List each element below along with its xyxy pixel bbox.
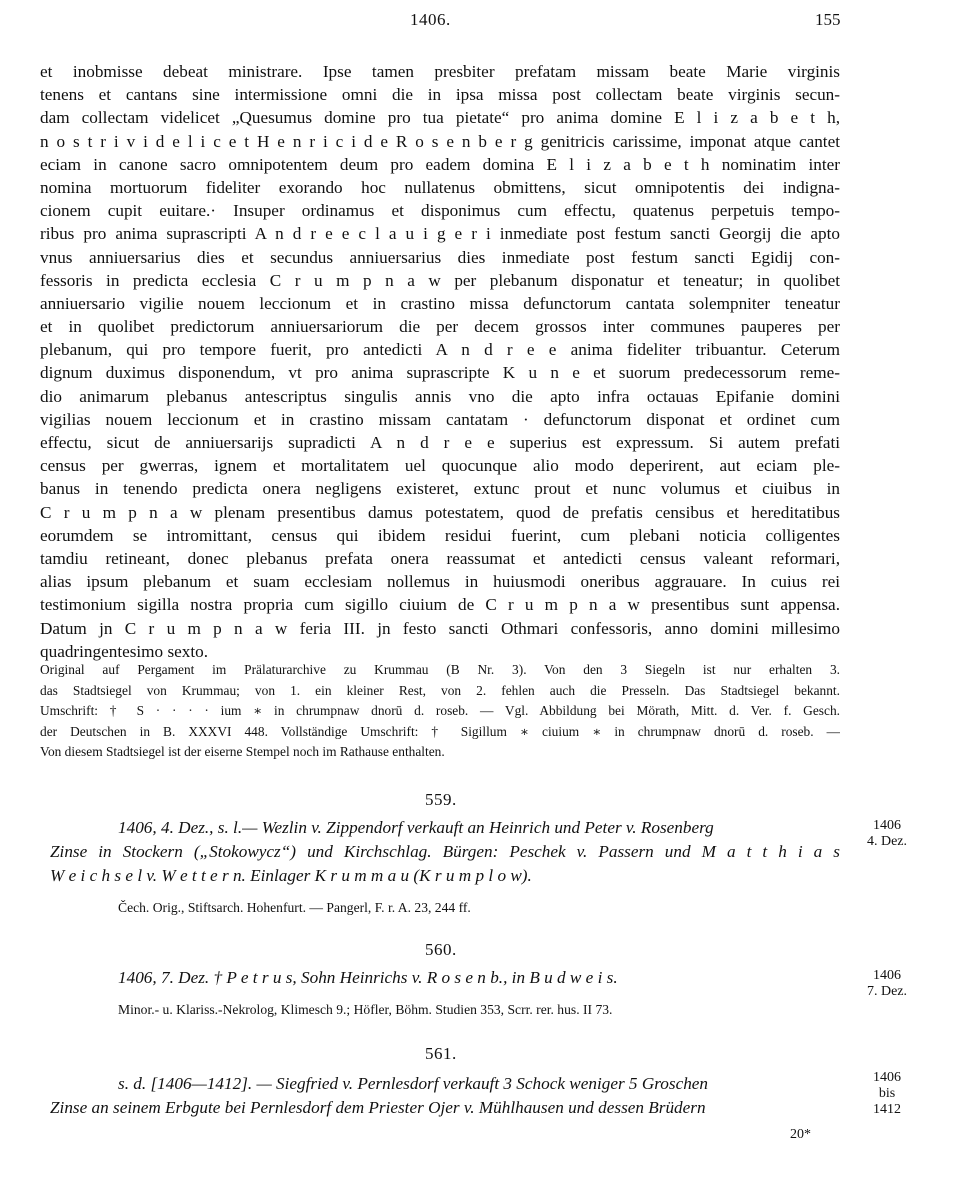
margin-day: 4. Dez.: [866, 834, 908, 849]
margin-day: 7. Dez.: [866, 984, 908, 999]
note-line: der Deutschen in B. XXXVI 448. Vollständige Umschrift: † Sigillum ∗ ciuium ∗ in chrumpnaw dnorū d. roseb. —: [40, 723, 840, 739]
page-header: [0, 10, 960, 34]
charter-text: [40, 60, 840, 663]
text-line: et in quolibet predictorum anniuersariorum die per decem grossos inter communes pauperes per: [40, 317, 840, 337]
text-line: alias ipsum plebanum et suam ecclesiam nollemus in huiusmodi oneribus aggrauare. In cuius rei: [40, 572, 840, 592]
text-line: anniuersario vigilie nouem leccionum et in crastino missa defunctorum cantata solempniter teneatur: [40, 293, 840, 313]
text-line: fessoris in predicta ecclesia C r u m p n a w per plebanum disponatur et teneatur; in quolibet: [40, 270, 840, 290]
note-line: Umschrift: † S · · · · ium ∗ in chrumpnaw dnorū d. roseb. — Vgl. Abbildung bei Mörath, Mitt. d. Ver. f. Gesch.: [40, 703, 840, 719]
entry-559-line-2: Zinse in Stockern („Stokowycz“) und Kirchschlag. Bürgen: Peschek v. Passern und M a t t h i a s: [50, 842, 840, 861]
margin-bis: bis: [878, 1086, 896, 1101]
text-line: eciam in canone sacro omnipotentem deum pro eadem domina E l i z a b e t h nominatim inter: [40, 154, 840, 174]
text-line: dignum duximus disponendum, vt pro anima suprascripte K u n e et suorum predecessorum reme-: [40, 363, 840, 383]
text-line: C r u m p n a w plenam presentibus damus potestatem, quod de prefatis censibus et hereditatibus: [40, 502, 840, 522]
entry-560-source: Minor.- u. Klariss.-Nekrolog, Klimesch 9.; Höfler, Böhm. Studien 353, Scrr. rer. hus. II 73.: [118, 1002, 613, 1017]
entry-560-margin-date: [852, 968, 922, 1000]
text-line: dam collectam videlicet „Quesumus domine pro tua pietate“ pro anima domine E l i z a b e t h,: [40, 108, 840, 128]
text-line: Datum jn C r u m p n a w feria III. jn festo sancti Othmari confessoris, anno domini millesimo: [40, 618, 840, 638]
margin-year: 1406: [873, 1070, 901, 1085]
entry-559-margin-date: [852, 818, 922, 850]
entry-560-line-1: 1406, 7. Dez. † P e t r u s, Sohn Heinrichs v. R o s e n b., in B u d w e i s.: [118, 968, 618, 987]
text-line: banus in tenendo predicta onera negligens existeret, extunc prout et nunc volumus et ciuibus in: [40, 479, 840, 499]
entry-561-line-1: s. d. [1406—1412]. — Siegfried v. Pernlesdorf verkauft 3 Schock weniger 5 Groschen: [118, 1074, 709, 1093]
text-line: tamdiu retineant, donec plebanus prefata onera reassumat et antedicti census valeant reformari,: [40, 548, 840, 568]
text-line: quadringentesimo sexto.: [40, 641, 209, 661]
note-line: das Stadtsiegel von Krummau; von 1. ein kleiner Rest, von 2. fehlen auch die Presseln. Das Stadtsiegel bekannt.: [40, 682, 840, 698]
page-number: 155: [815, 10, 841, 29]
text-line: tenens et cantans sine intermissione omni die in ipsa missa post collectam beate virginis secun-: [40, 85, 840, 105]
entry-number: 561.: [425, 1044, 457, 1063]
text-line: plebanum, qui pro tempore fuerit, pro antedicti A n d r e e anima fideliter tribuantur. Ceterum: [40, 340, 840, 360]
margin-year: 1406: [873, 818, 901, 833]
editorial-notes: [40, 660, 840, 763]
text-line: census per gwerras, ignem et mortalitatem uel quocunque alio modo deperirent, aut eciam ple-: [40, 456, 840, 476]
entry-number: 560.: [425, 940, 457, 959]
entry-559-line-1: 1406, 4. Dez., s. l.— Wezlin v. Zippendorf verkauft an Heinrich und Peter v. Rosenberg: [118, 818, 714, 837]
entry-559-source: Čech. Orig., Stiftsarch. Hohenfurt. — Pangerl, F. r. A. 23, 244 ff.: [118, 900, 471, 915]
text-line: n o s t r i v i d e l i c e t H e n r i c i d e R o s e n b e r g genitricis carissime, imponat atque cantet: [40, 131, 840, 151]
text-line: nomina mortuorum fideliter exorando hoc nullatenus obmittens, sicut omnipotentis dei indigna-: [40, 177, 840, 197]
entry-number: 559.: [425, 790, 457, 809]
text-line: effectu, sicut de anniuersarijs supradicti A n d r e e superius est expressum. Si autem prefati: [40, 433, 840, 452]
sheet-signature: 20*: [790, 1127, 811, 1142]
text-line: eorumdem se intromittant, census qui ibidem residui fuerint, cum plebani noticia colligentes: [40, 525, 840, 545]
text-line: vigilias nouem leccionum et in crastino missam cantatam · defunctorum disponat et ordinet cum: [40, 409, 840, 429]
text-line: dio animarum plebanus antescriptus singulis annis vno die apto infra octauas Epifanie domini: [40, 386, 840, 406]
note-line: Original auf Pergament im Prälaturarchive zu Krummau (B Nr. 3). Von den 3 Siegeln ist nur erhalten 3.: [40, 662, 840, 677]
margin-year: 1406: [873, 968, 901, 983]
text-line: cionem cupit euitare.· Insuper ordinamus et disponimus cum effectu, quatenus perpetuis tempo-: [40, 201, 840, 221]
text-line: vnus anniuersarius dies et secundus anniuersarius dies inmediate post festum sancti Egidij con-: [40, 247, 840, 267]
entry-561-line-2: Zinse an seinem Erbgute bei Pernlesdorf dem Priester Ojer v. Mühlhausen und dessen Brüdern: [50, 1098, 706, 1117]
text-line: testimonium sigilla nostra propria cum sigillo ciuium de C r u m p n a w presentibus sunt appensa.: [40, 595, 840, 615]
margin-end-year: 1412: [873, 1102, 901, 1117]
entry-559-line-3: W e i c h s e l v. W e t t e r n. Einlager K r u m m a u (K r u m p l o w).: [50, 866, 532, 885]
entry-561-margin-date: [852, 1070, 922, 1118]
text-line: et inobmisse debeat ministrare. Ipse tamen presbiter prefatam missam beate Marie virginis: [40, 62, 840, 81]
note-line: Von diesem Stadtsiegel ist der eiserne Stempel noch im Rathause enthalten.: [40, 744, 445, 760]
running-head-year: 1406.: [410, 10, 451, 29]
text-line: ribus pro anima suprascripti A n d r e e c l a u i g e r i inmediate post festum sancti Georgij die apto: [40, 224, 840, 244]
